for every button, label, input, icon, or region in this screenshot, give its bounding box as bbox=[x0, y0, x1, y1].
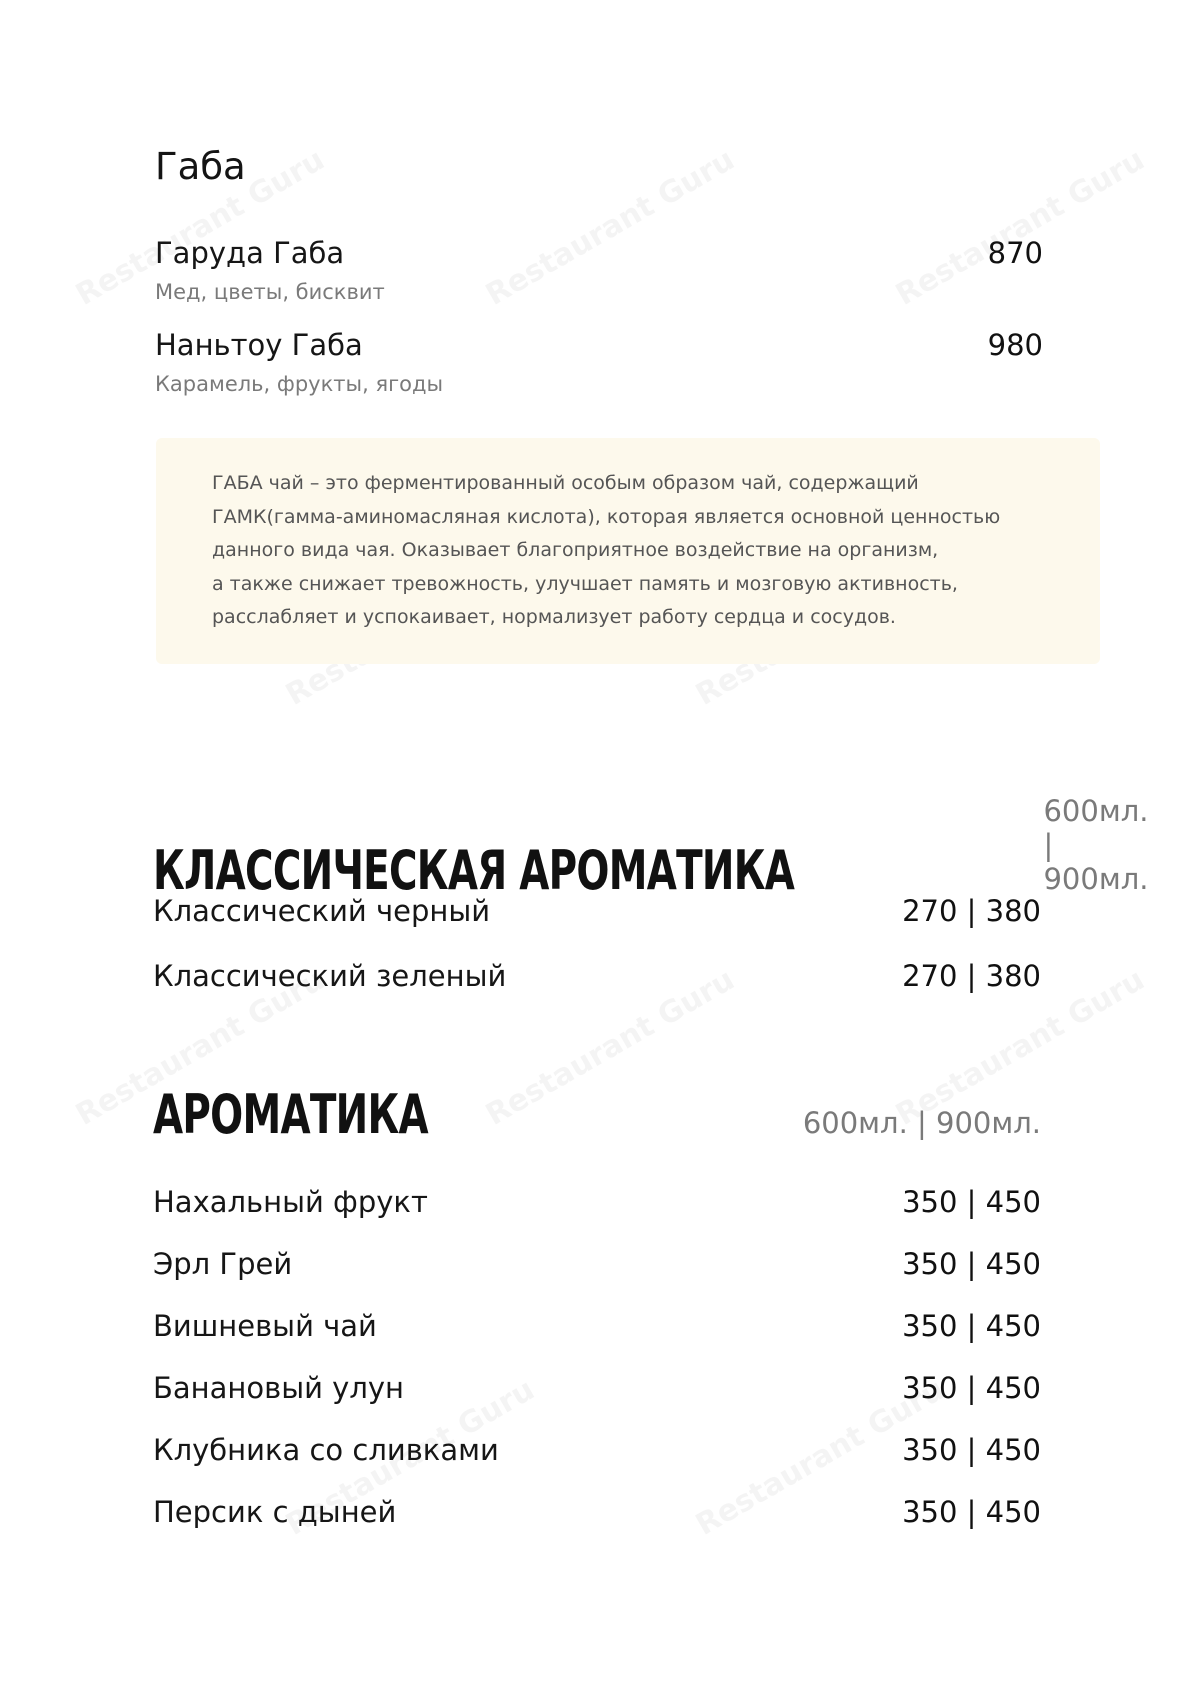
item-name: Эрл Грей bbox=[153, 1247, 293, 1281]
item-price: 870 bbox=[987, 236, 1043, 270]
menu-item bbox=[155, 328, 1043, 396]
classic-section-header bbox=[153, 794, 1149, 902]
info-line: данного вида чая. Оказывает благоприятное воздействие на организм, bbox=[212, 539, 939, 561]
menu-item bbox=[153, 1371, 1041, 1405]
menu-item bbox=[153, 1247, 1041, 1281]
item-price: 350 | 450 bbox=[902, 1247, 1041, 1281]
menu-item bbox=[153, 1495, 1041, 1529]
item-price: 350 | 450 bbox=[902, 1433, 1041, 1467]
item-price: 350 | 450 bbox=[902, 1309, 1041, 1343]
menu-item bbox=[153, 959, 1041, 993]
info-line: расслабляет и успокаивает, нормализует работу сердца и сосудов. bbox=[212, 606, 896, 628]
menu-item bbox=[153, 1433, 1041, 1467]
menu-item bbox=[155, 236, 1043, 304]
item-price: 270 | 380 bbox=[902, 959, 1041, 993]
aromatic-section-title: АРОМАТИКА bbox=[153, 1083, 428, 1146]
item-price: 350 | 450 bbox=[902, 1495, 1041, 1529]
item-name: Классический черный bbox=[153, 894, 491, 928]
info-line: ГАБА чай – это ферментированный особым образом чай, содержащий bbox=[212, 472, 919, 494]
item-name: Классический зеленый bbox=[153, 959, 507, 993]
info-line: а также снижает тревожность, улучшает память и мозговую активность, bbox=[212, 572, 958, 595]
item-name: Клубника со сливками bbox=[153, 1433, 499, 1467]
item-name: Персик с дыней bbox=[153, 1495, 397, 1529]
item-price: 350 | 450 bbox=[902, 1371, 1041, 1405]
menu-item bbox=[153, 894, 1041, 928]
menu-item bbox=[153, 1309, 1041, 1343]
item-price: 270 | 380 bbox=[902, 894, 1041, 928]
item-name: Банановый улун bbox=[153, 1371, 404, 1405]
item-name: Наньтоу Габа bbox=[155, 328, 363, 362]
classic-section-sizes: 600мл. | 900мл. bbox=[1043, 794, 1149, 896]
item-description: Карамель, фрукты, ягоды bbox=[155, 372, 444, 396]
item-price: 980 bbox=[987, 328, 1043, 362]
menu-item bbox=[153, 1185, 1041, 1219]
aromatic-section-header bbox=[153, 1083, 1041, 1146]
item-price: 350 | 450 bbox=[902, 1185, 1041, 1219]
classic-section-title: КЛАССИЧЕСКАЯ АРОМАТИКА bbox=[153, 839, 795, 902]
gaba-info-box bbox=[156, 438, 1100, 664]
item-name: Нахальный фрукт bbox=[153, 1185, 428, 1219]
item-name: Вишневый чай bbox=[153, 1309, 377, 1343]
item-description: Мед, цветы, бисквит bbox=[155, 280, 385, 304]
info-line: ГАМК(гамма-аминомасляная кислота), которая является основной ценностью bbox=[212, 505, 1001, 528]
gaba-section-title: Габа bbox=[155, 145, 246, 188]
item-name: Гаруда Габа bbox=[155, 236, 345, 270]
aromatic-section-sizes: 600мл. | 900мл. bbox=[802, 1106, 1041, 1140]
